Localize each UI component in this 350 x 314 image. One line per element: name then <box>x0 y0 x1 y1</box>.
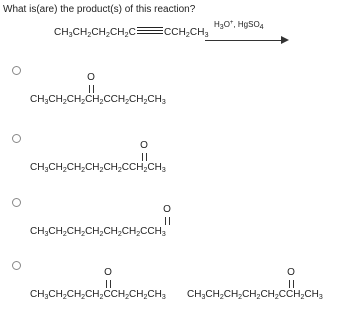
radio-button-option-1[interactable] <box>12 66 21 75</box>
carbonyl-oxygen: O <box>163 204 171 215</box>
reaction-conditions: $H_3O^+$, HgSO$_4$ <box>214 20 264 31</box>
arrow-line <box>205 40 283 41</box>
carbonyl-double-bond <box>142 153 147 161</box>
product-formula: $CH_3CH_2CH_2CH_2CH_2CH_2CCH_3$ <box>30 226 166 238</box>
product-formula-a: $CH_3CH_2CH_2CH_2CCH_2CH_2CH_3$ <box>30 289 166 301</box>
triple-bond <box>137 27 163 34</box>
radio-button-option-2[interactable] <box>12 134 21 143</box>
radio-button-option-3[interactable] <box>12 198 21 207</box>
product-formula-b: $CH_3CH_2CH_2CH_2CH_2CCH_2CH_3$ <box>187 289 323 301</box>
reactant-right-group: $CCH_2CH_3$ <box>163 27 209 39</box>
reaction-arrow <box>205 20 290 45</box>
carbonyl-double-bond <box>106 280 111 288</box>
product-formula: $CH_3CH_2CH_2CH_2CH_2CCH_2CH_3$ <box>30 162 166 174</box>
carbonyl-oxygen: O <box>287 267 295 278</box>
reactant-alkyne <box>54 27 209 38</box>
carbonyl-oxygen: O <box>140 140 148 151</box>
carbonyl-oxygen: O <box>104 267 112 278</box>
carbonyl-oxygen: O <box>87 72 95 83</box>
radio-button-option-4[interactable] <box>12 261 21 270</box>
reactant-left-group: $CH_3CH_2CH_2CH_2C$ <box>54 27 136 39</box>
question-text: What is(are) the product(s) of this reaction? <box>3 4 196 15</box>
carbonyl-double-bond <box>165 217 170 225</box>
carbonyl-double-bond <box>89 85 94 93</box>
arrow-head-icon <box>281 36 289 44</box>
carbonyl-double-bond <box>289 280 294 288</box>
product-formula: $CH_3CH_2CH_2CH_2CCH_2CH_2CH_3$ <box>30 94 166 106</box>
